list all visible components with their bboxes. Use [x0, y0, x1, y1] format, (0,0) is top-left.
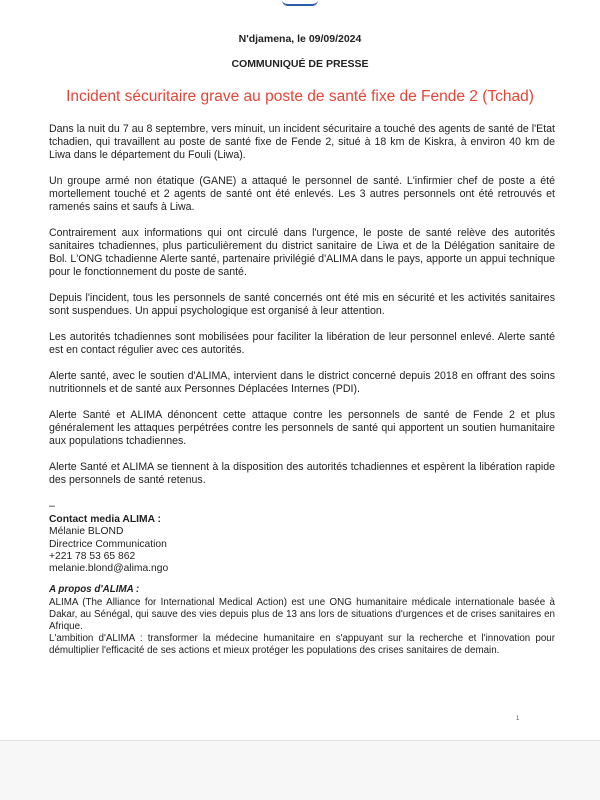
paragraph-4: Depuis l'incident, tous les personnels de santé concernés ont été mis en sécurité et les activités sanitaires sont suspendues. Un appui psychologique est organisé à leur attention.: [49, 292, 555, 317]
paragraph-3: Contrairement aux informations qui ont circulé dans l'urgence, le poste de santé relève des autorités sanitaires tchadiennes, plus particulièrement du district sanitaire de Liwa et de la Délégation sanitaire de Bol. L'ONG tchadienne Alerte santé, partenaire privilégié d'ALIMA dans le pays, apporte un appui technique pour le fonctionnement du poste de santé.: [49, 227, 555, 278]
document-kind: COMMUNIQUÉ DE PRESSE: [231, 58, 369, 70]
paragraph-2: Un groupe armé non étatique (GANE) a attaqué le personnel de santé. L'infirmier chef de poste a été mortellement touché et 2 agents de santé ont été enlevés. Les 3 autres personnels ont été retrouvés et ramenés sains et saufs à Liwa.: [49, 175, 555, 213]
paragraph-1: Dans la nuit du 7 au 8 septembre, vers minuit, un incident sécuritaire a touché des agents de santé de l'Etat tchadien, qui travaillent au poste de santé fixe de Fende 2, situé à 18 km de Kiskra, à environ 40 km de Liwa dans le département du Fouli (Liwa).: [49, 123, 555, 161]
about-heading: A propos d'ALIMA :: [49, 584, 140, 596]
document-body: [49, 123, 555, 657]
logo-mark: [282, 0, 318, 6]
about-text-1: ALIMA (The Alliance for International Medical Action) est une ONG humanitaire médicale internationale basée à Dakar, au Sénégal, qui sauve des vies depuis plus de 13 ans lors de situations d'urgences et de crises sanitaires en Afrique.: [49, 596, 555, 632]
viewer-background: [0, 741, 600, 800]
page-title: Incident sécuritaire grave au poste de santé fixe de Fende 2 (Tchad): [66, 88, 534, 105]
date-line: N'djamena, le 09/09/2024: [238, 33, 362, 45]
paragraph-5: Les autorités tchadiennes sont mobilisées pour faciliter la libération de leur personnel enlevé. Alerte santé est en contact régulier avec ces autorités.: [49, 331, 555, 356]
contact-email[interactable]: melanie.blond@alima.ngo: [49, 563, 169, 575]
about-block: [49, 584, 555, 657]
paragraph-7: Alerte Santé et ALIMA dénoncent cette attaque contre les personnels de santé de Fende 2 et plus généralement les attaques perpétrées contre les personnels de santé qui apportent un soutien humanitaire aux populations tchadiennes.: [49, 409, 555, 447]
contact-block: [49, 514, 555, 575]
contact-phone: +221 78 53 65 862: [49, 550, 136, 562]
paragraph-6: Alerte santé, avec le soutien d'ALIMA, intervient dans le district concerné depuis 2018 en offrant des soins nutritionnels et de santé aux Personnes Déplacées Internes (PDI).: [49, 370, 555, 395]
paragraph-8: Alerte Santé et ALIMA se tiennent à la disposition des autorités tchadiennes et espèrent la libération rapide des personnels de santé retenus.: [49, 461, 555, 486]
contact-heading: Contact media ALIMA :: [49, 514, 161, 525]
page-number: 1: [516, 716, 520, 722]
section-separator: –: [49, 500, 55, 512]
contact-name: Mélanie BLOND: [49, 526, 124, 538]
contact-role: Directrice Communication: [49, 538, 167, 550]
about-text-2: L'ambition d'ALIMA : transformer la médecine humanitaire en s'appuyant sur la recherche et l'innovation pour démultiplier l'efficacité de ses actions et mieux protéger les populations des crises sanitaires de demain.: [49, 632, 555, 656]
alima-logo-fragment: [282, 0, 318, 6]
